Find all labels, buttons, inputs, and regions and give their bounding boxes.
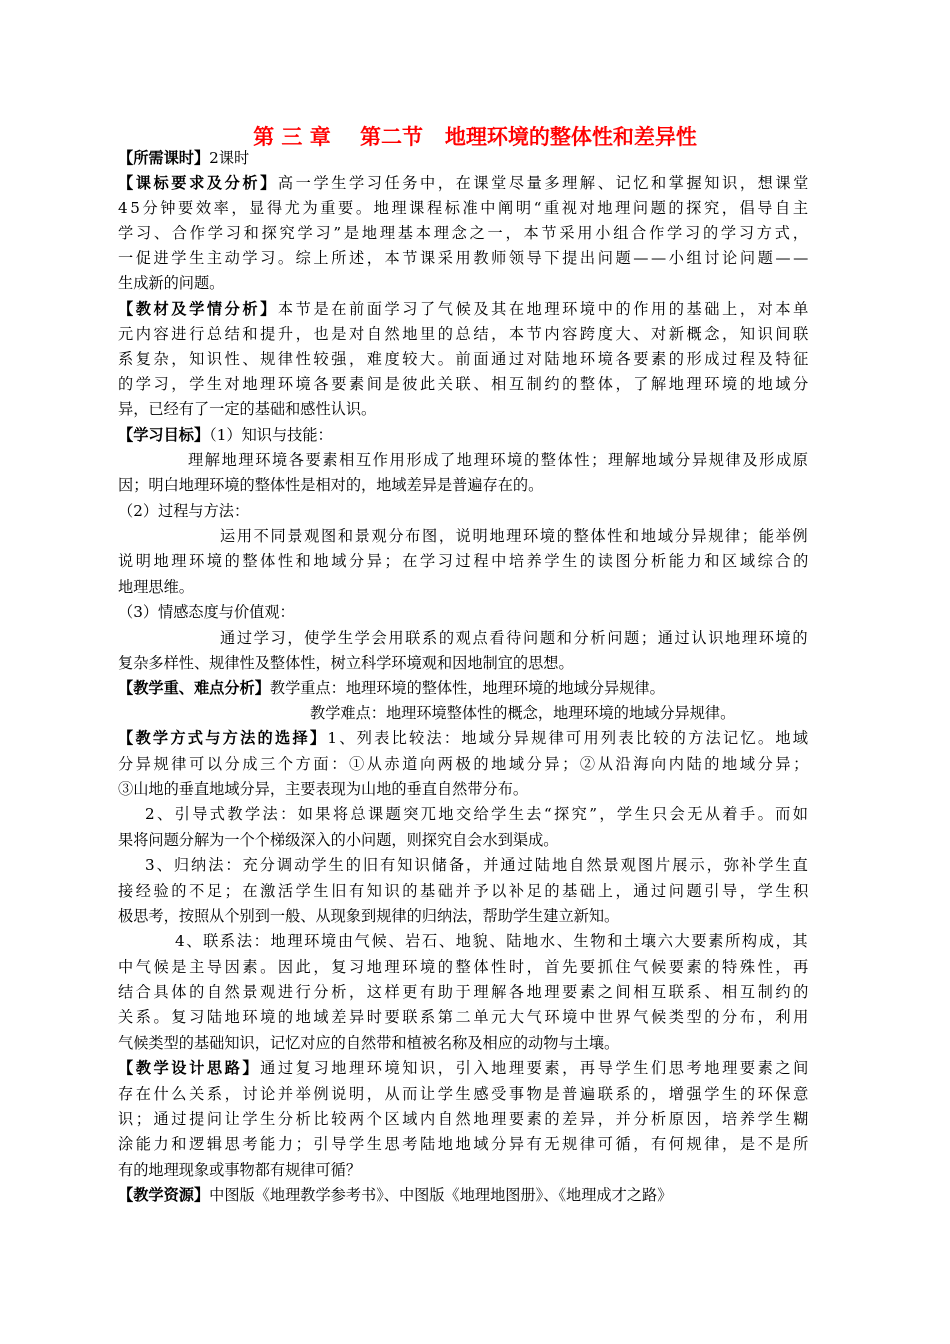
line-text: 气候类型的基础知识，记忆对应的自然带和植被名称及相应的动物与土壤。	[118, 1034, 620, 1052]
text-line	[118, 397, 376, 421]
text-line	[310, 701, 735, 725]
line-text: 分异规律可以分成三个方面：①从赤道向两极的地域分异；②从沿海向内陆的地域分异；	[118, 755, 811, 773]
line-text: 教学重点：地理环境的整体性，地理环境的地域分异规律。	[269, 679, 665, 697]
line-text: 1、列表比较法：地域分异规律可用列表比较的方法记忆。地域	[327, 729, 811, 747]
line-text: 生成新的问题。	[118, 274, 225, 292]
line-text: 4、联系法：地理环境由气候、岩石、地貌、陆地水、生物和土壤六大要素所构成，其	[175, 932, 810, 950]
line-text: 3、归纳法：充分调动学生的旧有知识储备，并通过陆地自然景观图片展示，弥补学生直	[145, 856, 810, 874]
text-line	[118, 1107, 811, 1131]
line-text: 极思考，按照从个别到一般、从现象到规律的归纳法，帮助学生建立新知。	[118, 907, 620, 925]
line-text: 系复杂，知识性、规律性较强，难度较大。前面通过对陆地环境各要素的形成过程及特征	[118, 350, 811, 368]
text-line	[118, 221, 811, 245]
line-text: 结合具体的自然景观进行分析，这样更有助于理解各地理要素之间相互联系、相互制约的	[118, 983, 811, 1001]
line-text: 元内容进行总结和提升，也是对自然地里的总结，本节内容跨度大、对新概念，知识间联	[118, 325, 811, 343]
line-text: （3）情感态度与价值观：	[118, 603, 295, 621]
section-label: 【教学资源】	[118, 1186, 210, 1204]
line-text: 通过复习地理环境知识，引入地理要素，再导学生们思考地理要素之间	[260, 1059, 811, 1077]
line-text: 涂能力和逻辑思考能力；引导学生思考陆地地域分异有无规律可循，有何规律，是不是所	[118, 1135, 811, 1153]
text-line	[118, 549, 811, 573]
text-line	[118, 1005, 811, 1029]
text-line	[118, 600, 295, 624]
section-label: 【教学设计思路】	[118, 1059, 261, 1077]
text-line	[220, 524, 809, 548]
line-text: 中图版《地理教学参考书》、中图版《地理地图册》、《地理成才之路》	[209, 1186, 673, 1204]
section-label: 【课标要求及分析】	[118, 174, 278, 192]
line-text: 理解地理环境各要素相互作用形成了地理环境的整体性；理解地域分异规律及形成原	[188, 451, 810, 469]
text-line	[118, 1183, 672, 1207]
line-text: （1）知识与技能：	[209, 426, 333, 444]
line-text: 运用不同景观图和景观分布图，说明地理环境的整体性和地域分异规律；能举例	[220, 527, 810, 545]
text-line	[118, 1158, 361, 1182]
line-text: 有的地理现象或事物都有规律可循？	[118, 1161, 361, 1179]
line-text: 异，已经有了一定的基础和感性认识。	[118, 400, 377, 418]
text-line	[118, 777, 528, 801]
text-line	[118, 347, 811, 371]
line-text: 说明地理环境的整体性和地域分异；在学习过程中培养学生的读图分析能力和区域综合的	[118, 552, 811, 570]
text-line	[118, 879, 811, 903]
text-line	[220, 626, 809, 650]
line-text: （2）过程与方法：	[118, 502, 250, 520]
line-text: 本节是在前面学习了气候及其在地理环境中的作用的基础上，对本单	[277, 300, 811, 318]
text-line	[118, 980, 811, 1004]
line-text: 存在什么关系，讨论并举例说明，从而让学生感受事物是普遍联系的，增强学生的环保意	[118, 1085, 811, 1103]
line-text: 关系。复习陆地环境的地域差异时要联系第二单元大气环境中世界气候类型的分布，利用	[118, 1008, 811, 1026]
section-label: 【教学方式与方法的选择】	[118, 729, 328, 747]
document-title: 第 三 章 第二节 地理环境的整体性和差异性	[253, 125, 697, 149]
line-text: 识；通过提问让学生分析比较两个区域内自然地理要素的差异，并分析原因，培养学生糊	[118, 1110, 811, 1128]
line-text: 复杂多样性、规律性及整体性，树立科学环境观和因地制宜的思想。	[118, 654, 574, 672]
line-text: 果将问题分解为一个个梯级深入的小问题，则探究自会水到渠成。	[118, 831, 559, 849]
section-label: 【所需课时】	[118, 149, 210, 167]
line-text: 通过学习，使学生学会用联系的观点看待问题和分析问题；通过认识地理环境的	[220, 629, 810, 647]
text-line	[118, 651, 574, 675]
text-line	[118, 473, 543, 497]
text-line	[118, 146, 249, 170]
text-line	[118, 828, 558, 852]
line-text: 45分钟要效率，显得尤为重要。地理课程标准中阐明“重视对地理问题的探究，倡导自主	[118, 199, 811, 217]
section-label: 【教材及学情分析】	[118, 300, 278, 318]
text-line	[188, 448, 810, 472]
text-line	[118, 726, 810, 750]
line-text: 接经验的不足；在激活学生旧有知识的基础并予以补足的基础上，通过问题引导，学生积	[118, 882, 811, 900]
text-line	[145, 802, 810, 826]
line-text: ③山地的垂直地域分异，主要表现为山地的垂直自然带分布。	[118, 780, 529, 798]
line-text: 2、引导式教学法：如果将总课题突兀地交给学生去“探究”，学生只会无从着手。而如	[145, 805, 811, 823]
text-line	[118, 423, 333, 447]
line-text: 高一学生学习任务中，在课堂尽量多理解、记忆和掌握知识，想课堂	[277, 174, 811, 192]
text-line	[118, 1132, 811, 1156]
line-text: 一促进学生主动学习。综上所述，本节课采用教师领导下提出问题——小组讨论问题——	[118, 249, 811, 267]
line-text: 的学习，学生对地理环境各要素间是彼此关联、相互制约的整体，了解地理环境的地域分	[118, 375, 811, 393]
text-line	[118, 246, 811, 270]
text-line	[118, 271, 224, 295]
text-line	[118, 322, 811, 346]
text-line	[118, 1056, 811, 1080]
text-line	[145, 853, 810, 877]
section-label: 【教学重、难点分析】	[118, 679, 270, 697]
text-line	[118, 676, 665, 700]
text-line	[118, 1082, 811, 1106]
line-text: 2课时	[209, 149, 250, 167]
text-line	[118, 904, 619, 928]
text-line	[118, 1031, 619, 1055]
line-text: 学习、合作学习和探究学习”是地理基本理念之一，本节采用小组合作学习的学习方式，	[118, 224, 811, 242]
line-text: 中气候是主导因素。因此，复习地理环境的整体性时，首先要抓住气候要素的特殊性，再	[118, 958, 811, 976]
line-text: 地理思维。	[118, 578, 194, 596]
text-line	[175, 929, 809, 953]
line-text: 因；明白地理环境的整体性是相对的，地域差异是普遍存在的。	[118, 476, 544, 494]
section-label: 【学习目标】	[118, 426, 210, 444]
line-text: 教学难点：地理环境整体性的概念，地理环境的地域分异规律。	[310, 704, 736, 722]
text-line	[118, 297, 811, 321]
text-line	[118, 955, 811, 979]
text-line	[118, 575, 194, 599]
text-line	[118, 372, 811, 396]
text-line	[118, 171, 811, 195]
text-line	[118, 752, 811, 776]
text-line	[118, 196, 811, 220]
text-line	[118, 499, 249, 523]
